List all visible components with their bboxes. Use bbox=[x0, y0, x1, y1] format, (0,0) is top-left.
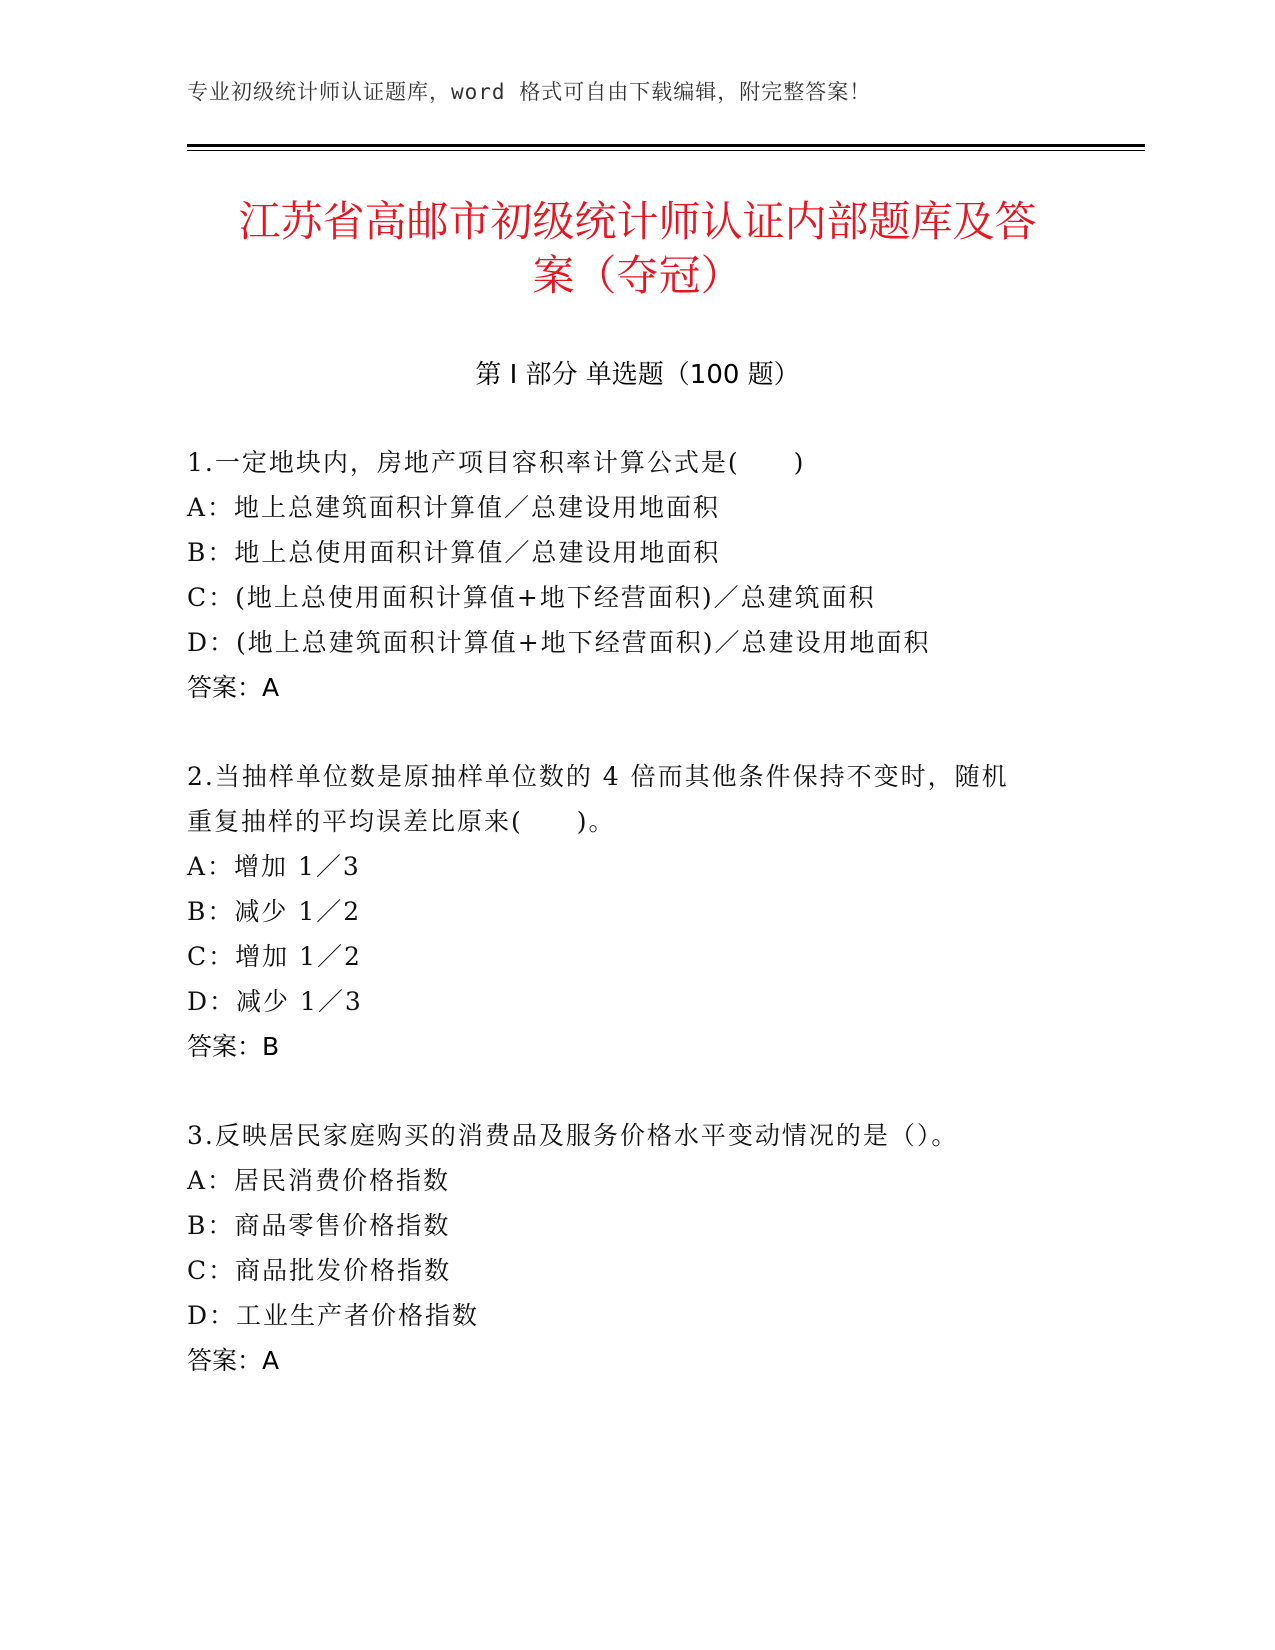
section-heading: 第 I 部分 单选题（100 题） bbox=[475, 360, 800, 390]
option-a: A：地上总建筑面积计算值／总建设用地面积 bbox=[187, 493, 721, 522]
answer: 答案：B bbox=[187, 1032, 280, 1061]
question-stem: 2.当抽样单位数是原抽样单位数的 4 倍而其他条件保持不变时，随机 bbox=[187, 762, 1009, 791]
option-c: C：(地上总使用面积计算值+地下经营面积)／总建筑面积 bbox=[187, 583, 876, 612]
option-d: D：减少 1／3 bbox=[187, 987, 363, 1016]
question-stem-continued: 重复抽样的平均误差比原来( )。 bbox=[187, 807, 616, 836]
question-2 bbox=[187, 754, 1087, 1069]
question-3 bbox=[187, 1113, 1087, 1383]
document-title-line1: 江苏省高邮市初级统计师认证内部题库及答 bbox=[238, 197, 1037, 246]
option-b: B：减少 1／2 bbox=[187, 897, 362, 926]
header-rule-thick bbox=[187, 144, 1145, 147]
option-c: C：商品批发价格指数 bbox=[187, 1256, 452, 1285]
header-note: 专业初级统计师认证题库，word 格式可自由下载编辑，附完整答案！ bbox=[187, 80, 872, 104]
option-b: B：地上总使用面积计算值／总建设用地面积 bbox=[187, 538, 721, 567]
question-1 bbox=[187, 440, 1087, 710]
option-a: A：增加 1／3 bbox=[187, 852, 361, 881]
option-d: D：(地上总建筑面积计算值+地下经营面积)／总建设用地面积 bbox=[187, 628, 931, 657]
option-b: B：商品零售价格指数 bbox=[187, 1211, 451, 1240]
question-stem: 3.反映居民家庭购买的消费品及服务价格水平变动情况的是（）。 bbox=[187, 1121, 959, 1150]
answer: 答案：A bbox=[187, 673, 280, 702]
header-rule-thin bbox=[187, 150, 1145, 151]
answer: 答案：A bbox=[187, 1346, 280, 1375]
option-c: C：增加 1／2 bbox=[187, 942, 362, 971]
question-list bbox=[187, 440, 1087, 1427]
option-d: D：工业生产者价格指数 bbox=[187, 1301, 480, 1330]
document-title bbox=[150, 195, 1125, 303]
option-a: A：居民消费价格指数 bbox=[187, 1166, 451, 1195]
question-stem: 1.一定地块内，房地产项目容积率计算公式是( ) bbox=[187, 448, 806, 477]
document-title-line2: 案（夺冠） bbox=[532, 251, 743, 300]
